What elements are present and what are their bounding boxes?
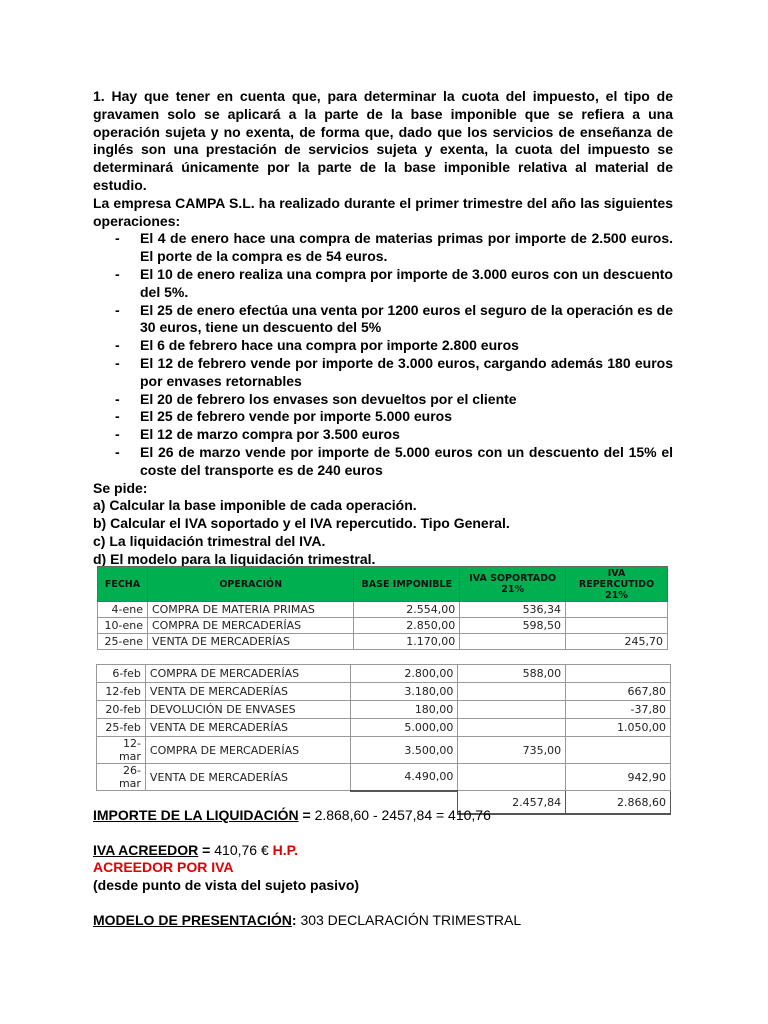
operation-item: - El 20 de febrero los envases son devueltos por el cliente [93, 391, 673, 409]
fecha-cell: 4-ene [98, 602, 148, 618]
fecha-cell: 12-feb [97, 683, 146, 701]
col-header-operacion: OPERACIÓN [147, 567, 353, 602]
col-header-iva-soportado: IVA SOPORTADO 21% [460, 567, 566, 602]
operacion-cell: VENTA DE MERCADERÍAS [145, 764, 350, 791]
operacion-cell: COMPRA DE MERCADERÍAS [145, 737, 350, 764]
iva-soportado-cell: 735,00 [458, 737, 566, 764]
table-row [98, 634, 668, 650]
fecha-cell: 12-mar [97, 737, 146, 764]
col-header-fecha: FECHA [98, 567, 148, 602]
base-imponible-cell: 4.490,00 [350, 764, 458, 791]
iva-repercutido-cell [566, 602, 668, 618]
question-line: c) La liquidación trimestral del IVA. [93, 532, 326, 549]
table-row [98, 618, 668, 634]
base-imponible-cell: 3.180,00 [350, 683, 458, 701]
col-header-base: BASE IMPONIBLE [354, 567, 460, 602]
iva-repercutido-cell: 667,80 [566, 683, 671, 701]
iva-repercutido-cell: -37,80 [566, 701, 671, 719]
iva-table-part2 [96, 664, 671, 815]
operacion-cell: COMPRA DE MERCADERÍAS [145, 665, 350, 683]
question-line: b) Calcular el IVA soportado y el IVA repercutido. Tipo General. [93, 515, 510, 532]
operacion-cell: COMPRA DE MATERIA PRIMAS [147, 602, 353, 618]
operacion-cell: VENTA DE MERCADERÍAS [147, 634, 353, 650]
base-imponible-cell: 2.850,00 [354, 618, 460, 634]
question-line: d) El modelo para la liquidación trimestral. [93, 550, 376, 567]
questions [93, 480, 673, 569]
operation-item: - El 25 de febrero vende por importe 5.000 euros [93, 408, 673, 426]
base-imponible-cell: 1.170,00 [354, 634, 460, 650]
iva-soportado-cell [460, 634, 566, 650]
question-line: a) Calcular la base imponible de cada operación. [93, 497, 417, 514]
modelo-presentacion: MODELO DE PRESENTACIÓN: 303 DECLARACIÓN TRIMESTRAL [93, 912, 522, 928]
operation-item: - El 12 de marzo compra por 3.500 euros [93, 426, 673, 444]
base-imponible-cell: 2.800,00 [350, 665, 458, 683]
iva-repercutido-cell [566, 618, 668, 634]
iva-soportado-cell [458, 719, 566, 737]
table-row [97, 737, 671, 764]
operation-item: - El 6 de febrero hace una compra por importe 2.800 euros [93, 337, 673, 355]
acreedor-por-iva: ACREEDOR POR IVA [93, 859, 234, 875]
iva-soportado-cell [458, 701, 566, 719]
iva-soportado-cell [458, 764, 566, 791]
operacion-cell: DEVOLUCIÓN DE ENVASES [145, 701, 350, 719]
iva-soportado-cell: 588,00 [458, 665, 566, 683]
iva-repercutido-cell: 1.050,00 [566, 719, 671, 737]
table-row [97, 665, 671, 683]
base-imponible-cell: 180,00 [350, 701, 458, 719]
base-imponible-cell: 3.500,00 [350, 737, 458, 764]
operation-item: - El 26 de marzo vende por importe de 5.000 euros con un descuento del 15% el coste del transporte es de 240 euros [93, 444, 673, 480]
fecha-cell: 20-feb [97, 701, 146, 719]
note: (desde punto de vista del sujeto pasivo) [93, 877, 360, 893]
fecha-cell: 6-feb [97, 665, 146, 683]
iva-table-part1 [97, 566, 668, 650]
table-row [97, 701, 671, 719]
iva-acreedor: IVA ACREEDOR = 410,76 € H.P. [93, 842, 299, 858]
operation-item: - El 10 de enero realiza una compra por importe de 3.000 euros con un descuento del 5%. [93, 266, 673, 302]
iva-repercutido-cell: 245,70 [566, 634, 668, 650]
fecha-cell: 10-ene [98, 618, 148, 634]
exercise-text [93, 88, 673, 569]
total-iva-repercutido: 2.868,60 [566, 791, 671, 815]
fecha-cell: 26-mar [97, 764, 146, 791]
iva-soportado-cell: 536,34 [460, 602, 566, 618]
importe-liquidacion: IMPORTE DE LA LIQUIDACIÓN = 2.868,60 - 2457,84 = 410,76 [93, 807, 491, 823]
operation-item: - El 25 de enero efectúa una venta por 1200 euros el seguro de la operación es de 30 euros, tiene un descuento del 5% [93, 302, 673, 338]
total-iva-soportado: 2.457,84 [458, 791, 566, 815]
question-line: Se pide: [93, 479, 148, 496]
operations-list [93, 230, 673, 479]
base-imponible-cell: 5.000,00 [350, 719, 458, 737]
operation-item: - El 4 de enero hace una compra de materias primas por importe de 2.500 euros. El porte de la compra es de 54 euros. [93, 230, 673, 266]
table-row [97, 683, 671, 701]
intro-paragraph: 1. Hay que tener en cuenta que, para determinar la cuota del impuesto, el tipo de gravamen solo se aplicará a la parte de la base imponible que se refiera a una operación sujeta y no exenta, de forma que, dado que los servicios de enseñanza de inglés son una prestación de servicios sujeta y exenta, la cuota del impuesto se determinará únicamente por la parte de la base imponible relativa al material de estudio. [93, 88, 673, 193]
iva-repercutido-cell [566, 737, 671, 764]
operation-item: - El 12 de febrero vende por importe de 3.000 euros, cargando además 180 euros por envases retornables [93, 355, 673, 391]
iva-repercutido-cell: 942,90 [566, 764, 671, 791]
iva-soportado-cell: 598,50 [460, 618, 566, 634]
table-row [97, 764, 671, 791]
col-header-iva-repercutido: IVA REPERCUTIDO 21% [566, 567, 668, 602]
operacion-cell: VENTA DE MERCADERÍAS [145, 683, 350, 701]
fecha-cell: 25-ene [98, 634, 148, 650]
table-row [97, 719, 671, 737]
operacion-cell: VENTA DE MERCADERÍAS [145, 719, 350, 737]
iva-repercutido-cell [566, 665, 671, 683]
table-row [98, 602, 668, 618]
operacion-cell: COMPRA DE MERCADERÍAS [147, 618, 353, 634]
base-imponible-cell: 2.554,00 [354, 602, 460, 618]
fecha-cell: 25-feb [97, 719, 146, 737]
lead-paragraph: La empresa CAMPA S.L. ha realizado durante el primer trimestre del año las siguientes operaciones: [93, 194, 673, 229]
iva-soportado-cell [458, 683, 566, 701]
